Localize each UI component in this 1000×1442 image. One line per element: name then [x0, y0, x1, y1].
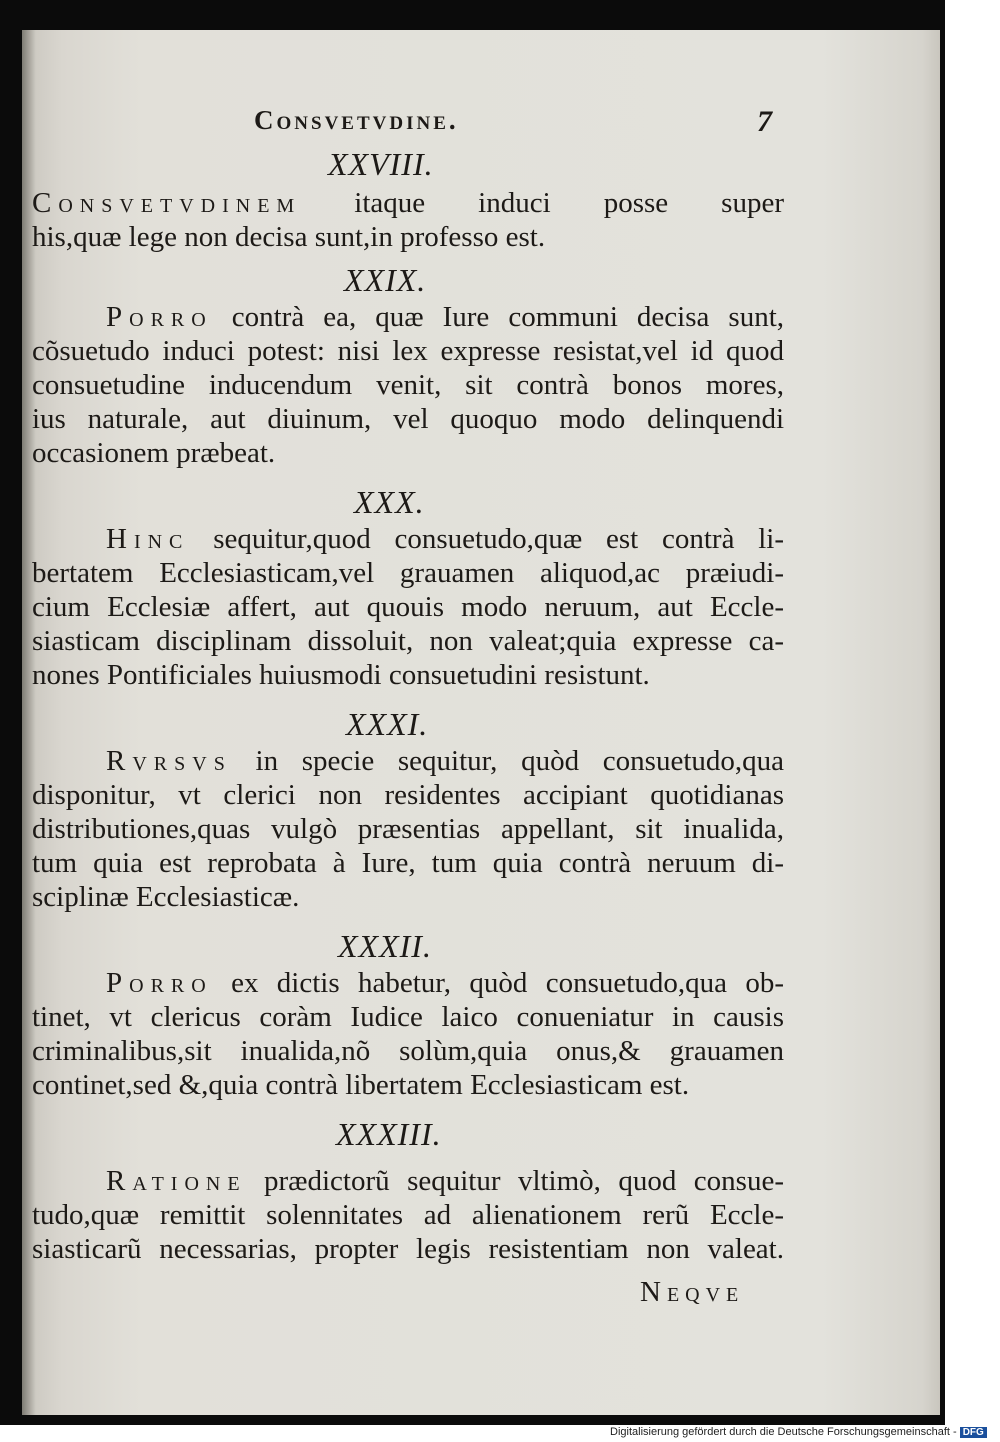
paragraph-lead-word: Consvetvdinem [32, 187, 302, 219]
paragraph [32, 522, 784, 692]
section-numeral: XXVIII. [328, 146, 434, 182]
section-numeral: XXXIII. [336, 1116, 442, 1152]
dfg-logo: DFG [960, 1427, 987, 1438]
paragraph [32, 1164, 784, 1266]
credit-text: Digitalisierung gefördert durch die Deutsche Forschungsgemeinschaft - [610, 1426, 957, 1438]
text-line: occasionem præbeat. [32, 437, 276, 469]
paragraph-lead-word: Rvrsvs [106, 745, 232, 777]
text-line: tinet, vt clericus coràm Iudice laico conueniatur in causis [32, 1001, 784, 1033]
text-line: sequitur,quod consuetudo,quæ est contrà li- [213, 523, 785, 555]
paragraph [32, 744, 784, 914]
text-line: distributiones,quas vulgò præsentias appellant, sit inualida, [32, 813, 784, 845]
text-line: bertatem Ecclesiasticam,vel grauamen aliquod,ac præiudi- [32, 557, 784, 589]
text-line: tum quia est reprobata à Iure, tum quia contrà neruum di- [32, 847, 784, 879]
text-line: in specie sequitur, quòd consuetudo,qua [255, 745, 784, 777]
paragraph [32, 300, 784, 470]
paragraph [32, 966, 784, 1102]
paragraph-lead-word: Porro [106, 301, 213, 333]
book-page [22, 30, 940, 1415]
text-line: ex dictis habetur, quòd consuetudo,qua ob- [231, 967, 784, 999]
text-line: itaque induci posse super [354, 187, 784, 219]
text-line: ius naturale, aut diuinum, vel quoquo modo delinquendi [32, 403, 784, 435]
paragraph-lead-word: Porro [106, 967, 213, 999]
text-line: nones Pontificiales huiusmodi consuetudini resistunt. [32, 659, 650, 691]
text-line: contrà ea, quæ Iure communi decisa sunt, [231, 301, 784, 333]
text-line: sciplinæ Ecclesiasticæ. [32, 881, 300, 913]
text-line: prædictorũ sequitur vltimò, quod consue- [264, 1165, 784, 1197]
catchword: Neqve [640, 1276, 745, 1308]
text-line: siasticam disciplinam dissoluit, non valeat;quia expresse ca- [32, 625, 784, 657]
text-line: consuetudine inducendum venit, sit contrà bonos mores, [32, 369, 784, 401]
section-numeral: XXX. [354, 484, 425, 520]
text-line: siasticarũ necessarias, propter legis resistentiam non valeat. [32, 1233, 784, 1265]
page-number: 7 [757, 105, 772, 138]
section-numeral: XXXII. [338, 928, 432, 964]
paragraph-lead-word: Ratione [106, 1165, 247, 1197]
text-line: continet,sed &,quia contrà libertatem Ecclesiasticam est. [32, 1069, 690, 1101]
section-numeral: XXIX. [344, 262, 427, 298]
text-line: disponitur, vt clerici non residentes accipiant quotidianas [32, 779, 784, 811]
text-line: tudo,quæ remittit solennitates ad alienationem rerũ Eccle- [32, 1199, 784, 1231]
paragraph [32, 186, 784, 254]
digitization-credit [610, 1426, 987, 1438]
section-numeral: XXXI. [346, 706, 429, 742]
paragraph-lead-word: Hinc [106, 523, 190, 555]
running-head: Consvetvdine. [254, 105, 459, 135]
text-line: his,quæ lege non decisa sunt,in professo est. [32, 221, 546, 253]
text-line: cõsuetudo induci potest: nisi lex expresse resistat,vel id quod [32, 335, 784, 367]
text-line: cium Ecclesiæ affert, aut quouis modo neruum, aut Eccle- [32, 591, 784, 623]
text-line: criminalibus,sit inualida,nõ solùm,quia onus,& grauamen [32, 1035, 784, 1067]
